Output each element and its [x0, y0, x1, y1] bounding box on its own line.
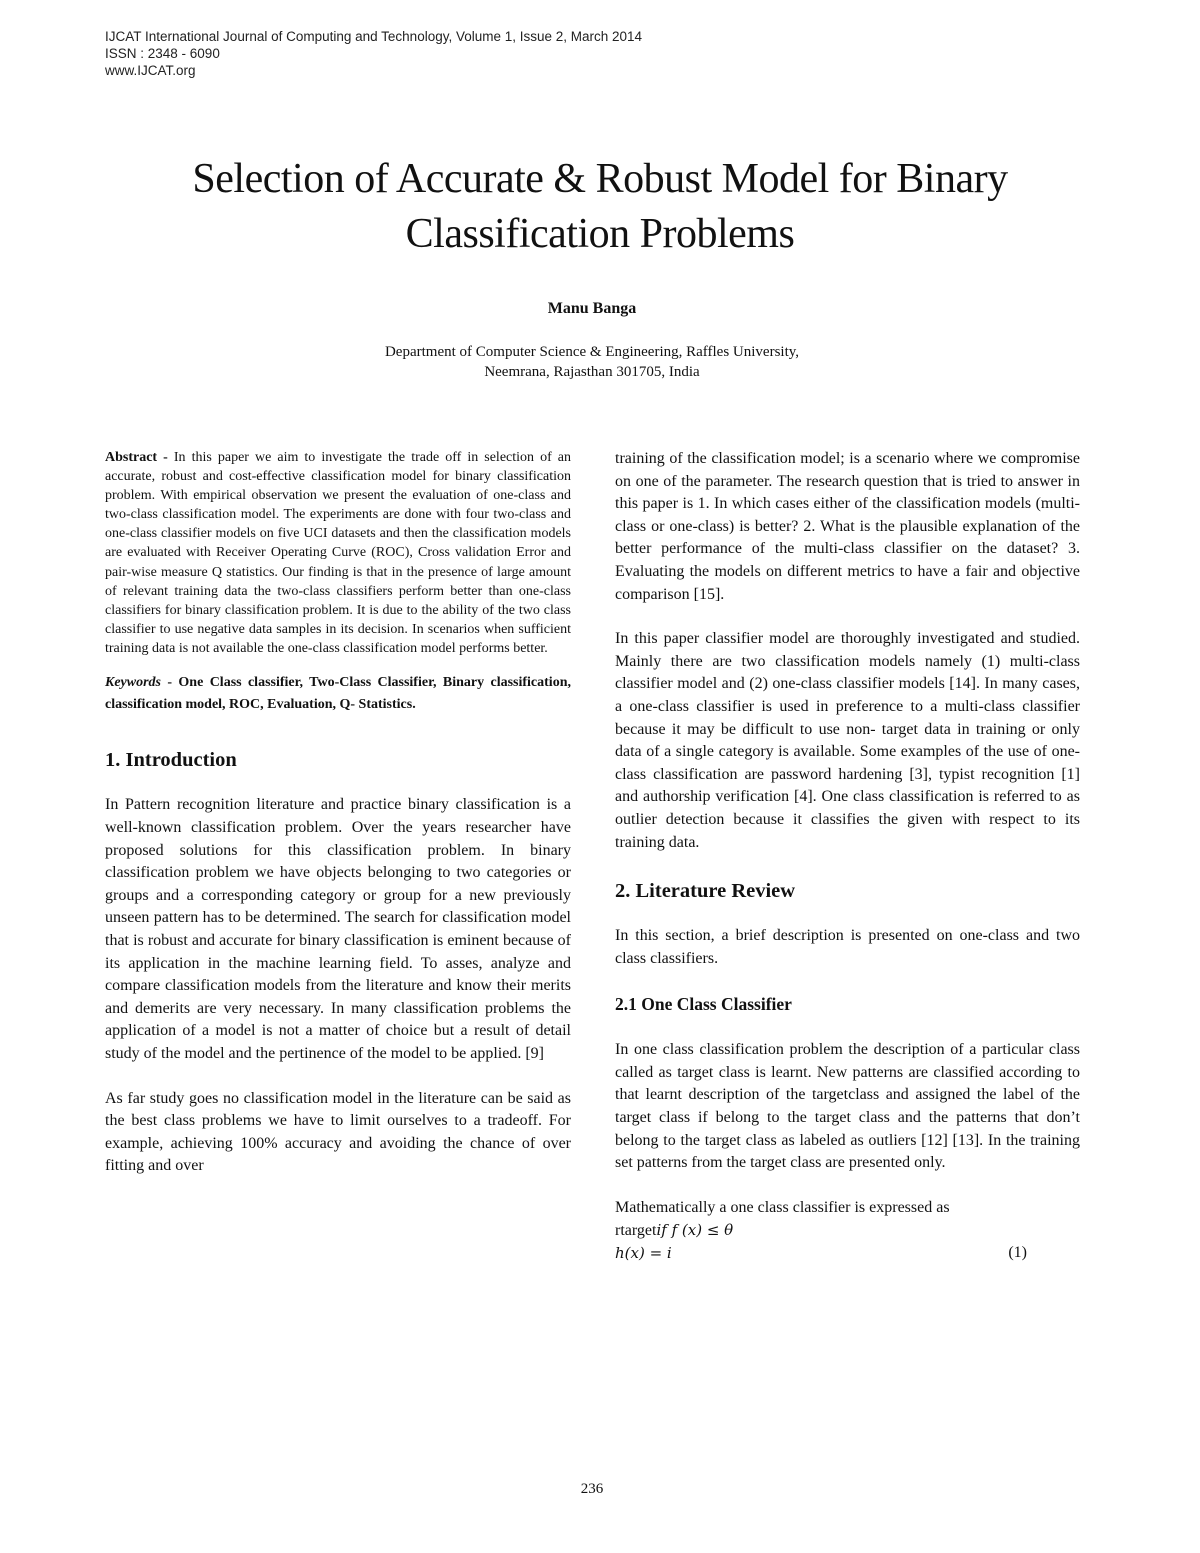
issn-line: ISSN : 2348 - 6090 [105, 46, 220, 61]
lit-paragraph-1: In this section, a brief description is presented on one-class and two class classifiers. [615, 927, 1080, 967]
section-heading-introduction: 1. Introduction [105, 749, 237, 772]
lit-paragraph-3: Mathematically a one class classifier is expressed as [615, 1198, 950, 1216]
paper-title [0, 152, 1200, 262]
abstract-text: In this paper we aim to investigate the trade off in selection of an accurate, robust and cost-effective classification model for binary classification problem. With empirical observation we present the evaluation of one-class and two-class classification model. The experiments are done with four two-class and one-class classifier models on five UCI datasets and then the classification models are evaluated with Receiver Operating Curve (ROC), Cross validation Error and pair-wise measure Q statistics. Our finding is that in the presence of large amount of relevant training data the two-class classifiers perform better than one-class classifiers for binary classification problem. It is due to the ability of the two class classifier to use negative data samples in its decision. In scenarios when sufficient training data is not available the one-class classification model performs better. [105, 450, 571, 656]
equation-condition: if f (x) ≤ θ [656, 1221, 734, 1240]
author-name: Manu Banga [547, 300, 637, 317]
title-line-2: Classification Problems [405, 211, 795, 257]
equation-word: rtarget [615, 1222, 657, 1240]
left-column [105, 448, 571, 1178]
journal-header [105, 28, 642, 79]
lit-paragraph-2: In one class classification problem the description of a particular class called as target class is learnt. New patterns are classified according to that learnt description of the targetclass and assigned the label of the target class if belong to the target class and the patterns that don’t belong to the target class as labeled as outliers [12] [13]. In the training set patterns from the target class are presented only. [615, 1041, 1080, 1172]
subsection-heading-one-class-classifier: 2.1 One Class Classifier [615, 994, 792, 1015]
intro-paragraph-3: In this paper classifier model are thoroughly investigated and studied. Mainly there are two classification models namely (1) multi-class classifier model and (2) one-class classifier models [14]. In many cases, a one-class classifier is used in preference to a multi-class classifier because it may be difficult to use non- target data in training or only data of a single category is available. Some examples of the use of one-class classification are password hardening [3], typist recognition [1] and authorship verification [4]. One class classification is referred to as outlier detection because it classifies the given with respect to its training data. [615, 630, 1080, 851]
affiliation-line-2: Neemrana, Rajasthan 301705, India [484, 364, 700, 380]
equation-line-1 [615, 1219, 1027, 1242]
abstract-separator: - [157, 450, 174, 465]
right-column [615, 448, 1080, 1264]
keywords-paragraph [105, 672, 571, 715]
keywords-separator: - [161, 675, 179, 691]
intro-paragraph-2-continued: training of the classification model; is a scenario where we compromise on one of the parameter. The research question that is tried to answer in this paper is 1. In which cases either of the classification models (multi-class or one-class) is better? 2. What is the plausible explanation of the better performance of the multi-class classifier on the dataset? 3. Evaluating the models on different metrics to have a fair and objective comparison [15]. [615, 450, 1080, 603]
affiliation [0, 342, 1184, 382]
abstract-label: Abstract [105, 450, 158, 465]
intro-paragraph-1: In Pattern recognition literature and practice binary classification is a well-known classification problem. Over the years researcher have proposed solutions for this classification problem. In binary classification problem we have objects belonging to two categories or groups and a corresponding category or group for a new previously unseen pattern has to be determined. The search for classification model that is robust and accurate for binary classification is eminent because of its application in the machine learning field. To asses, analyze and compare classification models from the literature and know their merits and demerits are very necessary. In many classification problems the application of a model is not a matter of choice but a result of detail study of the model and the pertinence of the model to be applied. [9] [105, 796, 571, 1062]
journal-line: IJCAT International Journal of Computing and Technology, Volume 1, Issue 2, March 2014 [105, 29, 643, 44]
equation-line-2 [615, 1242, 1027, 1264]
affiliation-line-1: Department of Computer Science & Engineering, Raffles University, [384, 344, 800, 360]
intro-paragraph-2: As far study goes no classification model in the literature can be said as the best class problems we have to limit ourselves to a tradeoff. For example, achieving 100% accuracy and avoiding the chance of over fitting and over [105, 1089, 571, 1175]
equation-number: (1) [1008, 1244, 1027, 1262]
keywords-text: One Class classifier, Two-Class Classifier, Binary classification, classification model, ROC, Evaluation, Q- Statistics. [105, 675, 571, 712]
website-line: www.IJCAT.org [105, 63, 196, 78]
section-heading-literature-review: 2. Literature Review [615, 880, 796, 903]
keywords-label: Keywords [105, 675, 161, 691]
title-line-1: Selection of Accurate & Robust Model for Binary [192, 156, 1008, 202]
abstract-paragraph [105, 448, 571, 658]
page-number: 236 [580, 1481, 604, 1497]
equation-expression: h(x) = i [615, 1244, 672, 1263]
